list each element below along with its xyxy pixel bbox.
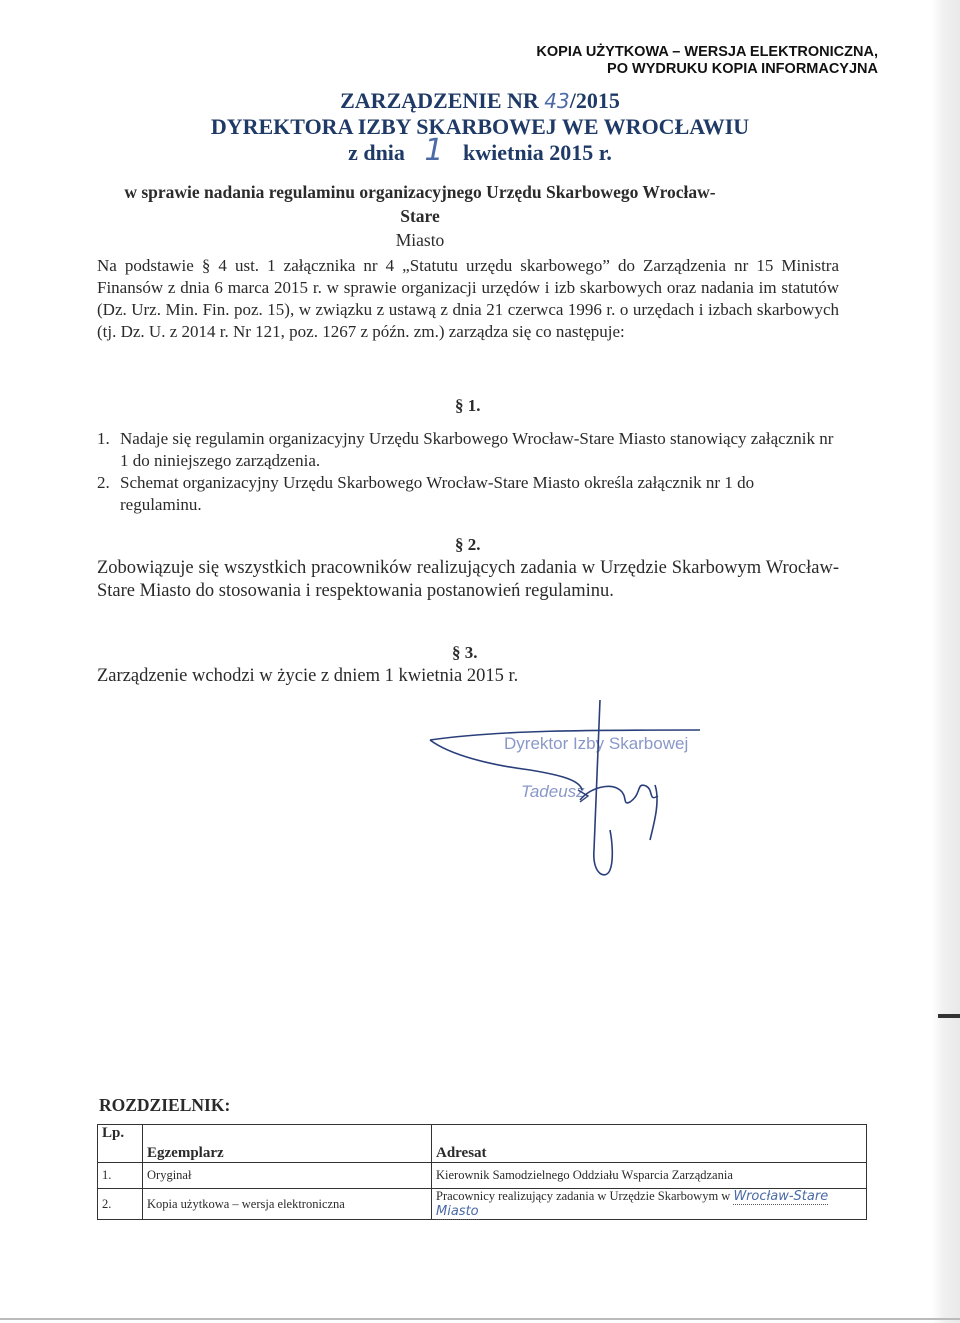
date-suffix: kwietnia 2015 r. xyxy=(463,140,612,165)
stamp-line2: Tadeusz xyxy=(521,782,585,801)
column-header-recipient: Adresat xyxy=(432,1125,867,1163)
stamp-line1: Dyrektor Izby Skarbowej xyxy=(504,734,689,753)
section2-text: Zobowiązuje się wszystkich pracowników realizujących zadania w Urzędzie Skarbowym Wrocław-Stare Miasto do stosowania i respektowania postanowień regulaminu. xyxy=(97,558,839,601)
section2-heading: § 2. xyxy=(455,535,481,554)
table-header-row xyxy=(98,1125,867,1163)
section3-heading: § 3. xyxy=(452,643,478,662)
title-date xyxy=(0,133,960,168)
subject-line2: Miasto xyxy=(395,230,445,250)
point-text: Nadaje się regulamin organizacyjny Urzędu Skarbowego Wrocław-Stare Miasto stanowiący załącznik nr 1 do niniejszego zarządzenia. xyxy=(120,429,834,470)
copy-note-line2: PO WYDRUKU KOPIA INFORMACYJNA xyxy=(607,61,878,77)
cell-lp: 2. xyxy=(98,1189,143,1220)
section1-heading: § 1. xyxy=(455,396,481,415)
table-row xyxy=(98,1163,867,1189)
copy-note-line1: KOPIA UŻYTKOWA – WERSJA ELEKTRONICZNA, xyxy=(536,44,878,60)
title-line1 xyxy=(0,88,960,114)
cell-copy: Oryginał xyxy=(143,1163,432,1189)
handwritten-number: 43 xyxy=(544,89,570,113)
title-line2: DYREKTORA IZBY SKARBOWEJ WE WROCŁAWIU xyxy=(210,114,750,139)
point-text: Schemat organizacyjny Urzędu Skarbowego Wrocław-Stare Miasto określa załącznik nr 1 do regulaminu. xyxy=(120,473,755,514)
section1-points xyxy=(97,428,839,516)
recipient-text: Pracownicy realizujący zadania w Urzędzie Skarbowym w xyxy=(436,1189,731,1203)
date-prefix: z dnia xyxy=(348,140,405,165)
point-number: 1. xyxy=(97,429,110,448)
recipient-handwritten: Wrocław-Stare Miasto xyxy=(436,1189,829,1219)
distribution-table xyxy=(97,1124,867,1220)
column-header-copy: Egzemplarz xyxy=(143,1125,432,1163)
title-suffix: /2015 xyxy=(569,88,620,113)
handwritten-day: 1 xyxy=(424,133,444,168)
section1-point-2 xyxy=(97,472,839,516)
preamble: Na podstawie § 4 ust. 1 załącznika nr 4 „Statutu urzędu skarbowego” do Zarządzenia nr 15 Ministra Finansów z dnia 6 marca 2015 r. w sprawie organizacji urzędów i izb skarbowych oraz nadania im statutów (Dz. Urz. Min. Fin. poz. 15), w związku z ustawą z dnia 21 czerwca 1996 r. o urzędach i izbach skarbowych (tj. Dz. U. z 2014 r. Nr 121, poz. 1267 z późn. zm.) zarządza się co następuje: xyxy=(97,256,839,341)
point-number: 2. xyxy=(97,473,110,492)
subject xyxy=(110,180,730,252)
scan-mark xyxy=(938,1014,960,1018)
column-header-lp: Lp. xyxy=(98,1125,143,1163)
scan-bottom-line xyxy=(0,1318,960,1320)
section1-point-1 xyxy=(97,428,839,472)
distribution-heading: ROZDZIELNIK: xyxy=(99,1095,231,1115)
scan-edge xyxy=(932,0,960,1323)
cell-recipient xyxy=(432,1189,867,1220)
title-prefix: ZARZĄDZENIE NR xyxy=(340,88,539,113)
table-row xyxy=(98,1189,867,1220)
cell-recipient: Kierownik Samodzielnego Oddziału Wsparcia Zarządzania xyxy=(432,1163,867,1189)
handwritten-signature xyxy=(410,690,710,890)
cell-lp: 1. xyxy=(98,1163,143,1189)
copy-note xyxy=(458,44,878,78)
section3-text: Zarządzenie wchodzi w życie z dniem 1 kwietnia 2015 r. xyxy=(97,666,519,686)
cell-copy: Kopia użytkowa – wersja elektroniczna xyxy=(143,1189,432,1220)
subject-line1: w sprawie nadania regulaminu organizacyjnego Urzędu Skarbowego Wrocław-Stare xyxy=(124,182,716,226)
